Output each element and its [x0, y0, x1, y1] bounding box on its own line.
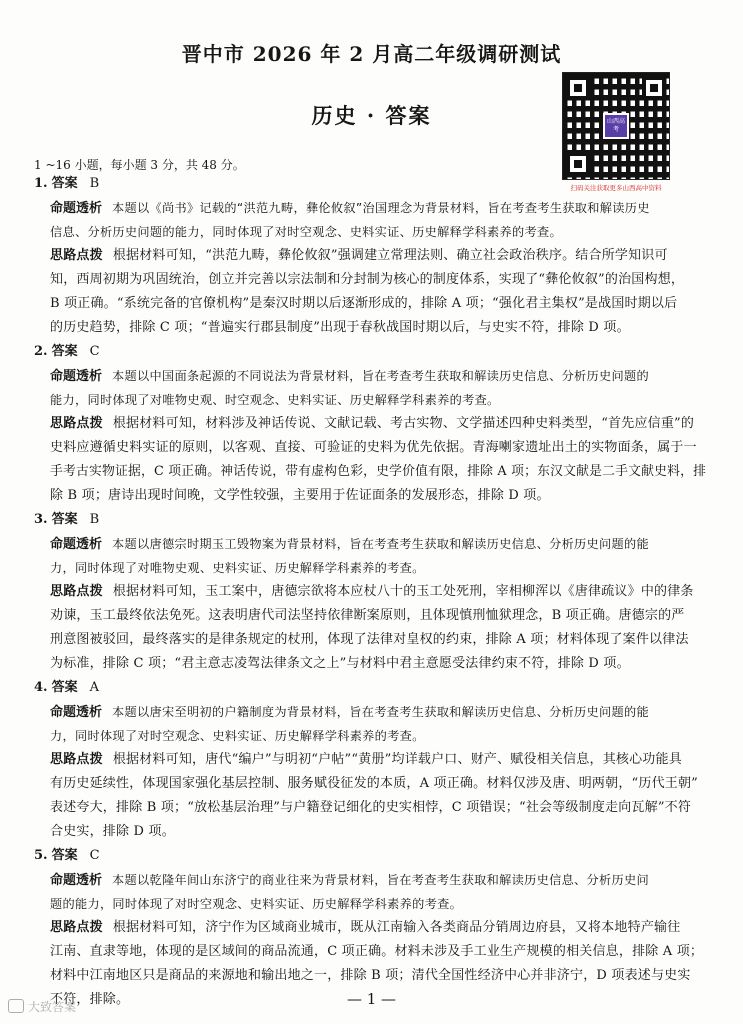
analysis-text: 能力，同时体现了对唯物史观、时空观念、史料实证、历史解释学科素养的考查。	[50, 393, 500, 407]
question-header	[34, 508, 706, 532]
analysis-text: 信息、分析历史问题的能力，同时体现了对时空观念、史料实证、历史解释学科素养的考查。	[50, 225, 562, 239]
explain-line	[50, 580, 706, 604]
analysis-text: 本题以《尚书》记载的“洪范九畴，彝伦攸叙”治国理念为背景材料，旨在考查考生获取和解读历史	[112, 201, 650, 215]
explain-text: 根据材料可知，玉工案中，唐德宗欲将本应杖八十的玉工处死刑，宰相柳浑以《唐律疏议》中的律条	[112, 584, 694, 599]
analysis-line	[50, 196, 706, 220]
explain-line	[50, 484, 706, 508]
question-header	[34, 676, 706, 700]
explain-text: 根据材料可知，济宁作为区域商业城市，既从江南输入各类商品分销周边府县，又将本地特产输往	[112, 920, 681, 935]
analysis-block	[34, 868, 706, 916]
explain-line	[50, 412, 706, 436]
analysis-line	[50, 724, 706, 748]
explain-block	[34, 748, 706, 844]
answer-label: 答案	[51, 512, 78, 527]
analysis-line	[50, 388, 706, 412]
explain-line	[50, 916, 706, 940]
explain-text: 江南、直隶等地，体现的是区域间的商品流通，C 项正确。材料未涉及手工业生产规模的相关信息，排除 A 项；	[50, 944, 704, 959]
explain-text: 根据材料可知，材料涉及神话传说、文献记载、考古实物、文学描述四种史料类型，“首先应信重”的	[112, 416, 695, 431]
analysis-text: 题的能力，同时体现了对时空观念、史料实证、历史解释学科素养的考查。	[50, 897, 463, 911]
question-item	[34, 172, 706, 340]
explain-line	[50, 268, 706, 292]
analysis-label: 命题透析	[50, 873, 103, 888]
explain-text: 有历史延续性，体现国家强化基层控制、服务赋役征发的本质，A 项正确。材料仅涉及唐、明两朝，“历代王朝”	[50, 776, 699, 791]
question-number: 3.	[34, 512, 48, 527]
analysis-text: 力，同时体现了对时空观念、史料实证、历史解释学科素养的考查。	[50, 729, 425, 743]
answer-value: C	[89, 344, 100, 359]
question-item	[34, 676, 706, 844]
explain-line	[50, 316, 706, 340]
explain-line	[50, 748, 706, 772]
explain-text: 劝谏，玉工最终依法免死。这表明唐代司法坚持依律断案原则，且体现慎刑恤狱理念，B 项正确。唐德宗的严	[50, 608, 685, 623]
question-item	[34, 844, 706, 1012]
page-subtitle: 历史 · 答案	[311, 103, 432, 128]
explain-text: 材料中江南地区只是商品的来源地和输出地之一，排除 B 项；清代全国性经济中心并非济宁，D 项表述与史实	[50, 968, 691, 983]
explain-line	[50, 940, 706, 964]
analysis-block	[34, 700, 706, 748]
explain-block	[34, 244, 706, 340]
analysis-line	[50, 700, 706, 724]
explain-line	[50, 652, 706, 676]
question-header	[34, 340, 706, 364]
explain-label: 思路点拨	[50, 920, 103, 935]
answer-label: 答案	[51, 176, 78, 191]
explain-line	[50, 964, 706, 988]
analysis-label: 命题透析	[50, 201, 103, 216]
answer-label: 答案	[51, 344, 78, 359]
explain-text: 合史实，排除 D 项。	[50, 824, 175, 839]
explain-block	[34, 580, 706, 676]
question-number: 1.	[34, 176, 48, 191]
analysis-text: 本题以乾隆年间山东济宁的商业往来为背景材料，旨在考查考生获取和解读历史信息、分析历史问	[112, 873, 649, 887]
analysis-line	[50, 364, 706, 388]
question-number: 5.	[34, 848, 48, 863]
watermark-text: 大致答案	[28, 1000, 77, 1014]
analysis-line	[50, 220, 706, 244]
explain-text: 的历史趋势，排除 C 项；“普遍实行郡县制度”出现于春秋战国时期以后，与史实不符，排除 D 项。	[50, 320, 630, 335]
watermark-icon	[8, 999, 24, 1013]
analysis-line	[50, 556, 706, 580]
explain-line	[50, 292, 706, 316]
explain-text: 知，西周初期为巩固统治，创立并完善以宗法制和分封制为核心的制度体系，实现了“彝伦攸叙”的治国构想，	[50, 272, 685, 287]
analysis-label: 命题透析	[50, 537, 103, 552]
explain-line	[50, 628, 706, 652]
explain-label: 思路点拨	[50, 416, 103, 431]
question-number: 4.	[34, 680, 48, 695]
analysis-text: 本题以唐德宗时期玉工毁物案为背景材料，旨在考查考生获取和解读历史信息、分析历史问题的能	[112, 537, 649, 551]
answer-value: A	[89, 680, 99, 695]
answer-value: B	[89, 512, 100, 527]
question-number: 2.	[34, 344, 48, 359]
explain-text: 手考古实物证据，C 项正确。神话传说，带有虚构色彩，史学价值有限，排除 A 项；东汉文献是二手文献史料，排	[50, 464, 707, 479]
analysis-line	[50, 868, 706, 892]
explain-label: 思路点拨	[50, 752, 103, 767]
explain-line	[50, 244, 706, 268]
answers-list	[34, 172, 706, 1012]
explain-text: 史料应遵循史料实证的原则，以客观、直接、可验证的史料为优先依据。青海喇家遗址出土的实物面条，属于一	[50, 440, 697, 455]
explain-text: 根据材料可知，“洪范九畴，彝伦攸叙”强调建立常理法则、确立社会政治秩序。结合所学知识可	[112, 248, 668, 263]
qr-logo: 山西高考	[603, 113, 629, 139]
page-title: 晋中市 2026 年 2 月高二年级调研测试	[181, 42, 562, 66]
explain-line	[50, 772, 706, 796]
explain-text: 为标准，排除 C 项；“君主意志凌驾法律条文之上”与材料中君主意愿受法律约束不符，排除 D 项。	[50, 656, 630, 671]
analysis-line	[50, 532, 706, 556]
analysis-label: 命题透析	[50, 369, 103, 384]
explain-line	[50, 436, 706, 460]
question-header	[34, 172, 706, 196]
page-number: — 1 —	[346, 990, 397, 1008]
explain-text: 表述夸大，排除 B 项；“放松基层治理”与户籍登记细化的史实相悖，C 项错误；“社会等级制度走向瓦解”不符	[50, 800, 692, 815]
explain-text: B 项正确。“系统完备的官僚机构”是秦汉时期以后逐渐形成的，排除 A 项；“强化君主集权”是战国时期以后	[50, 296, 678, 311]
explain-line	[50, 460, 706, 484]
explain-text: 根据材料可知，唐代“编户”与明初“户帖”“黄册”均详载户口、财产、赋役相关信息，其核心功能具	[112, 752, 682, 767]
question-item	[34, 340, 706, 508]
watermark	[8, 998, 76, 1015]
explain-text: 不符，排除。	[50, 992, 130, 1007]
analysis-block	[34, 196, 706, 244]
analysis-text: 力，同时体现了对唯物史观、史料实证、历史解释学科素养的考查。	[50, 561, 425, 575]
explain-line	[50, 820, 706, 844]
explain-text: 刑意图被驳回，最终落实的是律条规定的杖刑，体现了法律对皇权的约束，排除 A 项；材料体现了案件以律法	[50, 632, 689, 647]
answer-value: B	[89, 176, 100, 191]
analysis-text: 本题以中国面条起源的不同说法为背景材料，旨在考查考生获取和解读历史信息、分析历史问题的	[112, 369, 649, 383]
analysis-block	[34, 532, 706, 580]
qr-caption: 扫码关注获取更多山西高中资料	[570, 184, 662, 192]
answer-label: 答案	[51, 848, 78, 863]
explain-label: 思路点拨	[50, 248, 103, 263]
question-item	[34, 508, 706, 676]
analysis-text: 本题以唐宋至明初的户籍制度为背景材料，旨在考查考生获取和解读历史信息、分析历史问题的能	[112, 705, 649, 719]
question-header	[34, 844, 706, 868]
section-intro: 1 ~16 小题，每小题 3 分，共 48 分。	[34, 158, 245, 172]
explain-line	[50, 796, 706, 820]
explain-label: 思路点拨	[50, 584, 103, 599]
explain-line	[50, 604, 706, 628]
answer-label: 答案	[51, 680, 78, 695]
explain-block	[34, 412, 706, 508]
analysis-block	[34, 364, 706, 412]
answer-value: C	[89, 848, 100, 863]
analysis-label: 命题透析	[50, 705, 103, 720]
qr-code-icon[interactable]	[562, 72, 670, 180]
explain-text: 除 B 项；唐诗出现时间晚，文学性较强，主要用于佐证面条的发展形态，排除 D 项。	[50, 488, 550, 503]
analysis-line	[50, 892, 706, 916]
